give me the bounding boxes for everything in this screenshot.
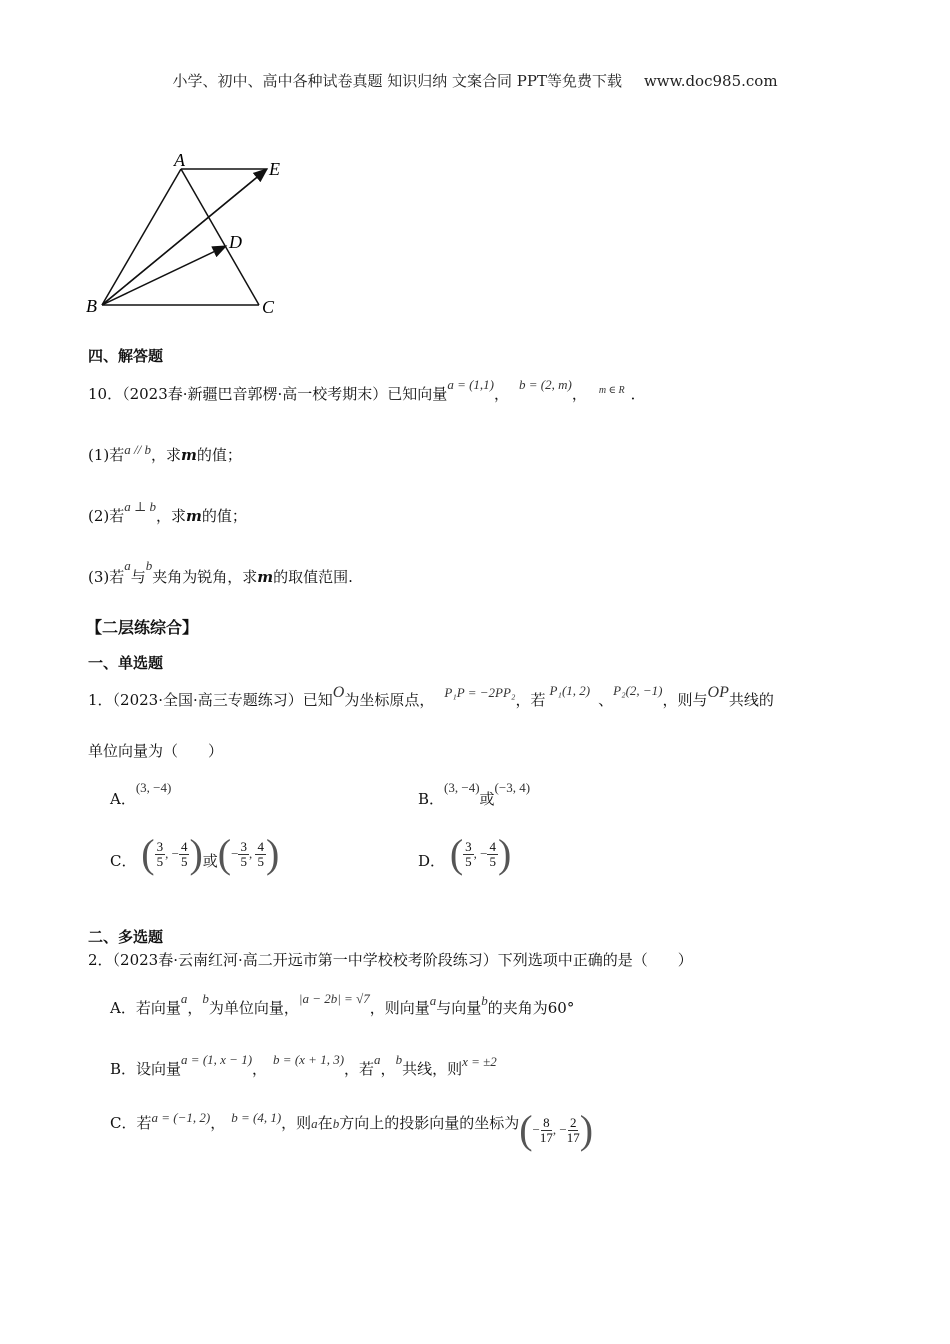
q1-C-f1-num: 3 bbox=[156, 838, 164, 854]
q1-text5: 共线的 bbox=[728, 691, 774, 709]
question-2 bbox=[88, 949, 693, 970]
q2-B-b: b = (x + 1, 3) bbox=[273, 1052, 345, 1067]
q2-B-t3: ，若 bbox=[344, 1060, 375, 1078]
q10-p3-m: m bbox=[257, 568, 274, 586]
q10-part3 bbox=[88, 558, 353, 587]
q10-p2-math: a ⊥ b bbox=[124, 499, 156, 514]
q1-C-f3-num: 3 bbox=[240, 838, 247, 854]
q1-OP: OP bbox=[707, 684, 729, 701]
q2-A-t5: 与向量 bbox=[436, 999, 482, 1017]
q10-p2-prefix: (2)若 bbox=[88, 507, 125, 525]
q2-B-t2: ， bbox=[252, 1060, 268, 1078]
q1-C-label: C． bbox=[110, 852, 137, 870]
q10-p3-mid: 与 bbox=[130, 568, 146, 586]
q1-text4: ，则与 bbox=[662, 691, 708, 709]
q2-C-a: a = (−1, 2) bbox=[151, 1110, 211, 1125]
q2-A-eq: |a − 2b| = √7 bbox=[298, 991, 370, 1006]
q1-option-C[interactable]: C． ( $\frac{3}{5}$ , − $\frac{4}{5}$ )或(− $\frac{3}{5}$ , $\frac{4}{5}$ ) bbox=[110, 831, 280, 876]
q2-C-t4: 在 bbox=[317, 1114, 333, 1132]
q10-p2-suffix-b: 的值； bbox=[201, 507, 247, 525]
q10-p3-prefix: (3)若 bbox=[88, 568, 125, 586]
page-header bbox=[0, 70, 950, 91]
q10-p3-suffix-b: 的取值范围. bbox=[273, 568, 353, 586]
q1-C-f4-num: 4 bbox=[257, 838, 264, 854]
q2-C-t1: 若 bbox=[136, 1114, 152, 1132]
q2-C-f2-den: 17 bbox=[566, 1129, 580, 1145]
q1-B-val2: (−3, 4) bbox=[494, 780, 531, 795]
q2-B-a2: a bbox=[374, 1052, 381, 1067]
q1-B-or: 或 bbox=[479, 790, 495, 808]
q2-B-t5: 共线，则 bbox=[402, 1060, 463, 1078]
q10-p1-prefix: (1)若 bbox=[88, 446, 125, 464]
q2-A-b: b bbox=[202, 991, 209, 1006]
q2-A-label: A． bbox=[110, 999, 136, 1017]
q1-line2: 单位向量为（ ） bbox=[88, 742, 224, 760]
label-B: B bbox=[86, 296, 97, 316]
q2-C-b: b = (4, 1) bbox=[231, 1110, 282, 1125]
q1-number: 1． bbox=[88, 691, 113, 709]
label-C: C bbox=[262, 297, 275, 317]
q10-p1-suffix-b: 的值； bbox=[196, 446, 242, 464]
question-1 bbox=[88, 683, 774, 710]
q1-C-f2-den: 5 bbox=[180, 853, 188, 869]
q2-option-B[interactable] bbox=[110, 1052, 497, 1079]
section-title-answer: 四、解答题 bbox=[88, 347, 164, 365]
q2-B-x: x = ±2 bbox=[462, 1054, 497, 1069]
q2-B-label: B． bbox=[110, 1060, 137, 1078]
q2-A-t1: 若向量 bbox=[135, 999, 181, 1017]
q10-p3-b: b bbox=[145, 558, 153, 573]
q2-B-t1: 设向量 bbox=[136, 1060, 182, 1078]
q10-m: m ∈ R bbox=[598, 385, 625, 396]
q1-p1: P₁(1, 2) bbox=[549, 683, 591, 698]
q1-option-B[interactable] bbox=[418, 780, 531, 809]
q2-C-f1-den: 17 bbox=[539, 1129, 553, 1145]
q2-number: 2． bbox=[88, 951, 113, 969]
q1-D-f2-den: 5 bbox=[489, 853, 496, 869]
q2-C-f1-num: 8 bbox=[543, 1114, 550, 1130]
q10-source: （2023春·新疆巴音郭楞·高一校考期末）已知向量 bbox=[122, 385, 448, 403]
q2-C-f2-num: 2 bbox=[569, 1114, 577, 1130]
section-title-multi: 二、多选题 bbox=[88, 928, 164, 946]
label-A: A bbox=[174, 150, 185, 170]
q2-B-b2: b bbox=[395, 1052, 403, 1067]
q10-p3-suffix-a: 夹角为锐角，求 bbox=[152, 568, 258, 586]
header-url[interactable]: www.doc985.com bbox=[643, 72, 778, 90]
vector-BE-arrow bbox=[102, 169, 267, 305]
q1-option-D[interactable]: D． ( $\frac{3}{5}$ , − $\frac{4}{5}$ ) bbox=[418, 831, 512, 876]
q1-B-val1: (3, −4) bbox=[444, 780, 480, 795]
q10-p3-a: a bbox=[124, 558, 131, 573]
q2-C-t5: 方向上的投影向量的坐标为 bbox=[339, 1114, 520, 1132]
q1-eq: P₁P = −2PP₂ bbox=[444, 685, 516, 700]
q1-option-A[interactable] bbox=[110, 780, 172, 809]
q2-source: （2023春·云南红河·高二开远市第一中学校校考阶段练习）下列选项中正确的是（ ） bbox=[112, 951, 693, 969]
q2-A-t4: ，则向量 bbox=[369, 999, 430, 1017]
q10-p2-suffix-a: ，求 bbox=[155, 507, 186, 525]
question-10 bbox=[88, 377, 646, 404]
q1-C-or: 或 bbox=[202, 852, 218, 870]
q1-D-label: D． bbox=[418, 852, 446, 870]
q10-period: ． bbox=[630, 385, 646, 403]
q1-p2: P₂(2, −1) bbox=[613, 683, 663, 698]
geometry-figure bbox=[80, 148, 300, 323]
q2-A-t3: 为单位向量， bbox=[208, 999, 299, 1017]
segment-BA bbox=[102, 169, 181, 305]
q1-D-f1-num: 3 bbox=[465, 838, 472, 854]
q1-A-label: A． bbox=[110, 790, 136, 808]
q2-A-a2: a bbox=[429, 993, 437, 1008]
section-title-single: 一、单选题 bbox=[88, 654, 164, 672]
q10-b: b = (2, m) bbox=[519, 377, 572, 392]
q10-p2-m: m bbox=[186, 507, 202, 525]
q2-C-label: C． bbox=[110, 1114, 137, 1132]
q1-text2: ，若 bbox=[515, 691, 546, 709]
q10-p1-math: a // b bbox=[124, 442, 151, 457]
q2-A-b2: b bbox=[481, 993, 488, 1008]
q1-A-val: (3, −4) bbox=[135, 780, 172, 795]
layer2-title: 【二层练综合】 bbox=[86, 618, 199, 637]
segment-AC bbox=[181, 169, 259, 305]
q2-A-t6: 的夹角为60° bbox=[487, 999, 575, 1017]
q1-O: O bbox=[332, 684, 345, 701]
q1-D-f2-num: 4 bbox=[489, 838, 496, 854]
q1-C-f3-den: 5 bbox=[240, 853, 247, 869]
q2-C-t2: ， bbox=[210, 1114, 226, 1132]
q1-D-f1-den: 5 bbox=[465, 853, 472, 869]
q10-p1-suffix-a: ，求 bbox=[150, 446, 181, 464]
q1-text1: 为坐标原点， bbox=[344, 691, 435, 709]
q2-C-a2: a bbox=[311, 1116, 318, 1131]
q2-A-a: a bbox=[180, 991, 188, 1006]
q2-A-t2: ， bbox=[187, 999, 203, 1017]
q1-B-label: B． bbox=[418, 790, 445, 808]
q10-a: a = (1,1) bbox=[447, 377, 494, 392]
q2-option-C[interactable]: C．若a = (−1, 2)， b = (4, 1)，则a在b方向上的投影向量的坐标为(− $\frac{8}{17}$ , − $\frac{2}{17}$ ) bbox=[110, 1107, 594, 1152]
q10-comma1: ， bbox=[494, 385, 510, 403]
header-text: 小学、初中、高中各种试卷真题 知识归纳 文案合同 PPT等免费下载 bbox=[172, 72, 622, 90]
q10-comma2: ， bbox=[571, 385, 587, 403]
q10-number: 10． bbox=[88, 385, 123, 403]
q1-C-f2-num: 4 bbox=[180, 838, 188, 854]
q2-B-a: a = (1, x − 1) bbox=[181, 1052, 253, 1067]
q2-option-A[interactable] bbox=[110, 991, 575, 1018]
q1-text3: 、 bbox=[598, 691, 614, 709]
q1-source: （2023·全国·高三专题练习）已知 bbox=[112, 691, 333, 709]
q1-C-f1-den: 5 bbox=[156, 853, 164, 869]
q2-C-t3: ，则 bbox=[281, 1114, 312, 1132]
label-D: D bbox=[229, 232, 242, 252]
q10-p1-m: m bbox=[181, 446, 197, 464]
q10-part2 bbox=[88, 499, 247, 526]
q1-C-f4-den: 5 bbox=[257, 853, 264, 869]
q10-part1 bbox=[88, 444, 242, 465]
label-E: E bbox=[269, 159, 280, 179]
q2-B-t4: ， bbox=[380, 1060, 396, 1078]
q2-C-b2: b bbox=[332, 1116, 340, 1131]
